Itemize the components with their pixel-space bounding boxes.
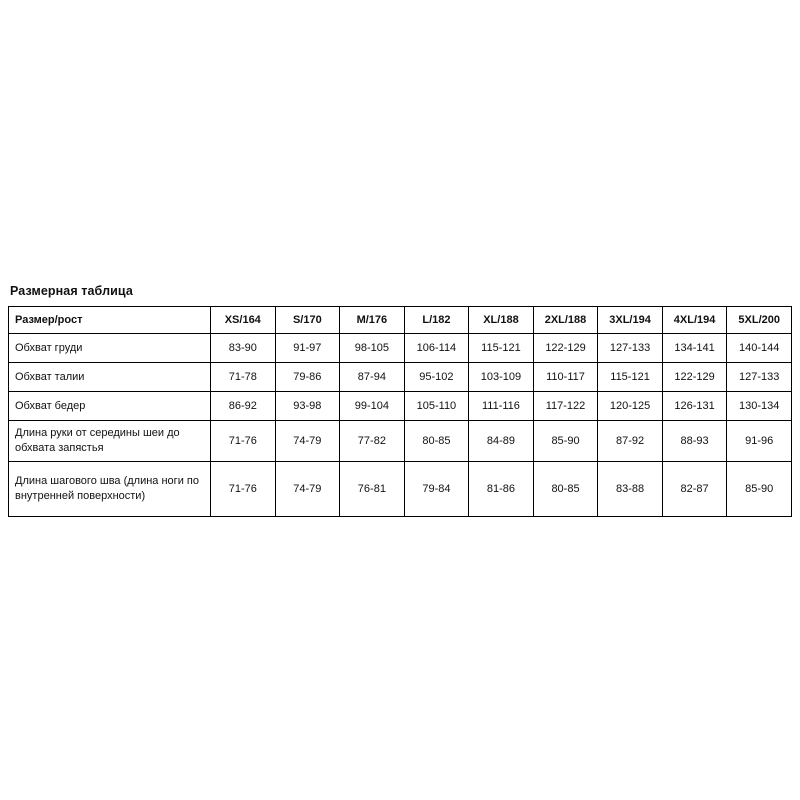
cell-2-8: 130-134 — [727, 392, 792, 421]
cell-1-5: 110-117 — [533, 363, 598, 392]
cell-4-4: 81-86 — [469, 462, 534, 517]
cell-0-2: 98-105 — [340, 334, 405, 363]
table-header-row — [9, 307, 792, 334]
cell-1-3: 95-102 — [404, 363, 469, 392]
cell-2-5: 117-122 — [533, 392, 598, 421]
table-row — [9, 462, 792, 517]
cell-4-6: 83-88 — [598, 462, 663, 517]
cell-2-2: 99-104 — [340, 392, 405, 421]
column-header-5: 2XL/188 — [533, 307, 598, 334]
cell-1-7: 122-129 — [662, 363, 727, 392]
page-title: Размерная таблица — [10, 284, 133, 298]
table-body — [9, 334, 792, 517]
cell-0-0: 83-90 — [211, 334, 276, 363]
cell-3-4: 84-89 — [469, 421, 534, 462]
cell-3-0: 71-76 — [211, 421, 276, 462]
cell-2-7: 126-131 — [662, 392, 727, 421]
cell-4-8: 85-90 — [727, 462, 792, 517]
column-header-0: XS/164 — [211, 307, 276, 334]
cell-0-1: 91-97 — [275, 334, 340, 363]
column-header-6: 3XL/194 — [598, 307, 663, 334]
table-header — [9, 307, 792, 334]
cell-3-2: 77-82 — [340, 421, 405, 462]
column-header-2: M/176 — [340, 307, 405, 334]
cell-1-8: 127-133 — [727, 363, 792, 392]
size-chart-container — [8, 306, 792, 517]
cell-3-3: 80-85 — [404, 421, 469, 462]
column-header-4: XL/188 — [469, 307, 534, 334]
cell-2-6: 120-125 — [598, 392, 663, 421]
row-label-1: Обхват талии — [9, 363, 211, 392]
cell-2-4: 111-116 — [469, 392, 534, 421]
table-row — [9, 421, 792, 462]
cell-4-5: 80-85 — [533, 462, 598, 517]
cell-1-0: 71-78 — [211, 363, 276, 392]
row-label-0: Обхват груди — [9, 334, 211, 363]
cell-1-1: 79-86 — [275, 363, 340, 392]
column-header-8: 5XL/200 — [727, 307, 792, 334]
column-header-7: 4XL/194 — [662, 307, 727, 334]
cell-3-8: 91-96 — [727, 421, 792, 462]
cell-2-1: 93-98 — [275, 392, 340, 421]
cell-4-7: 82-87 — [662, 462, 727, 517]
row-label-4: Длина шагового шва (длина ноги по внутренней поверхности) — [9, 462, 211, 517]
cell-0-6: 127-133 — [598, 334, 663, 363]
cell-0-8: 140-144 — [727, 334, 792, 363]
cell-0-5: 122-129 — [533, 334, 598, 363]
cell-1-2: 87-94 — [340, 363, 405, 392]
column-header-3: L/182 — [404, 307, 469, 334]
cell-3-5: 85-90 — [533, 421, 598, 462]
cell-4-3: 79-84 — [404, 462, 469, 517]
cell-4-1: 74-79 — [275, 462, 340, 517]
cell-0-3: 106-114 — [404, 334, 469, 363]
cell-2-3: 105-110 — [404, 392, 469, 421]
cell-1-4: 103-109 — [469, 363, 534, 392]
cell-3-1: 74-79 — [275, 421, 340, 462]
row-label-3: Длина руки от середины шеи до обхвата запястья — [9, 421, 211, 462]
size-chart-table — [8, 306, 792, 517]
table-row — [9, 392, 792, 421]
cell-2-0: 86-92 — [211, 392, 276, 421]
cell-4-0: 71-76 — [211, 462, 276, 517]
cell-0-7: 134-141 — [662, 334, 727, 363]
cell-0-4: 115-121 — [469, 334, 534, 363]
cell-4-2: 76-81 — [340, 462, 405, 517]
table-row — [9, 334, 792, 363]
cell-3-6: 87-92 — [598, 421, 663, 462]
cell-1-6: 115-121 — [598, 363, 663, 392]
row-label-2: Обхват бедер — [9, 392, 211, 421]
table-corner-header: Размер/рост — [9, 307, 211, 334]
cell-3-7: 88-93 — [662, 421, 727, 462]
table-row — [9, 363, 792, 392]
column-header-1: S/170 — [275, 307, 340, 334]
